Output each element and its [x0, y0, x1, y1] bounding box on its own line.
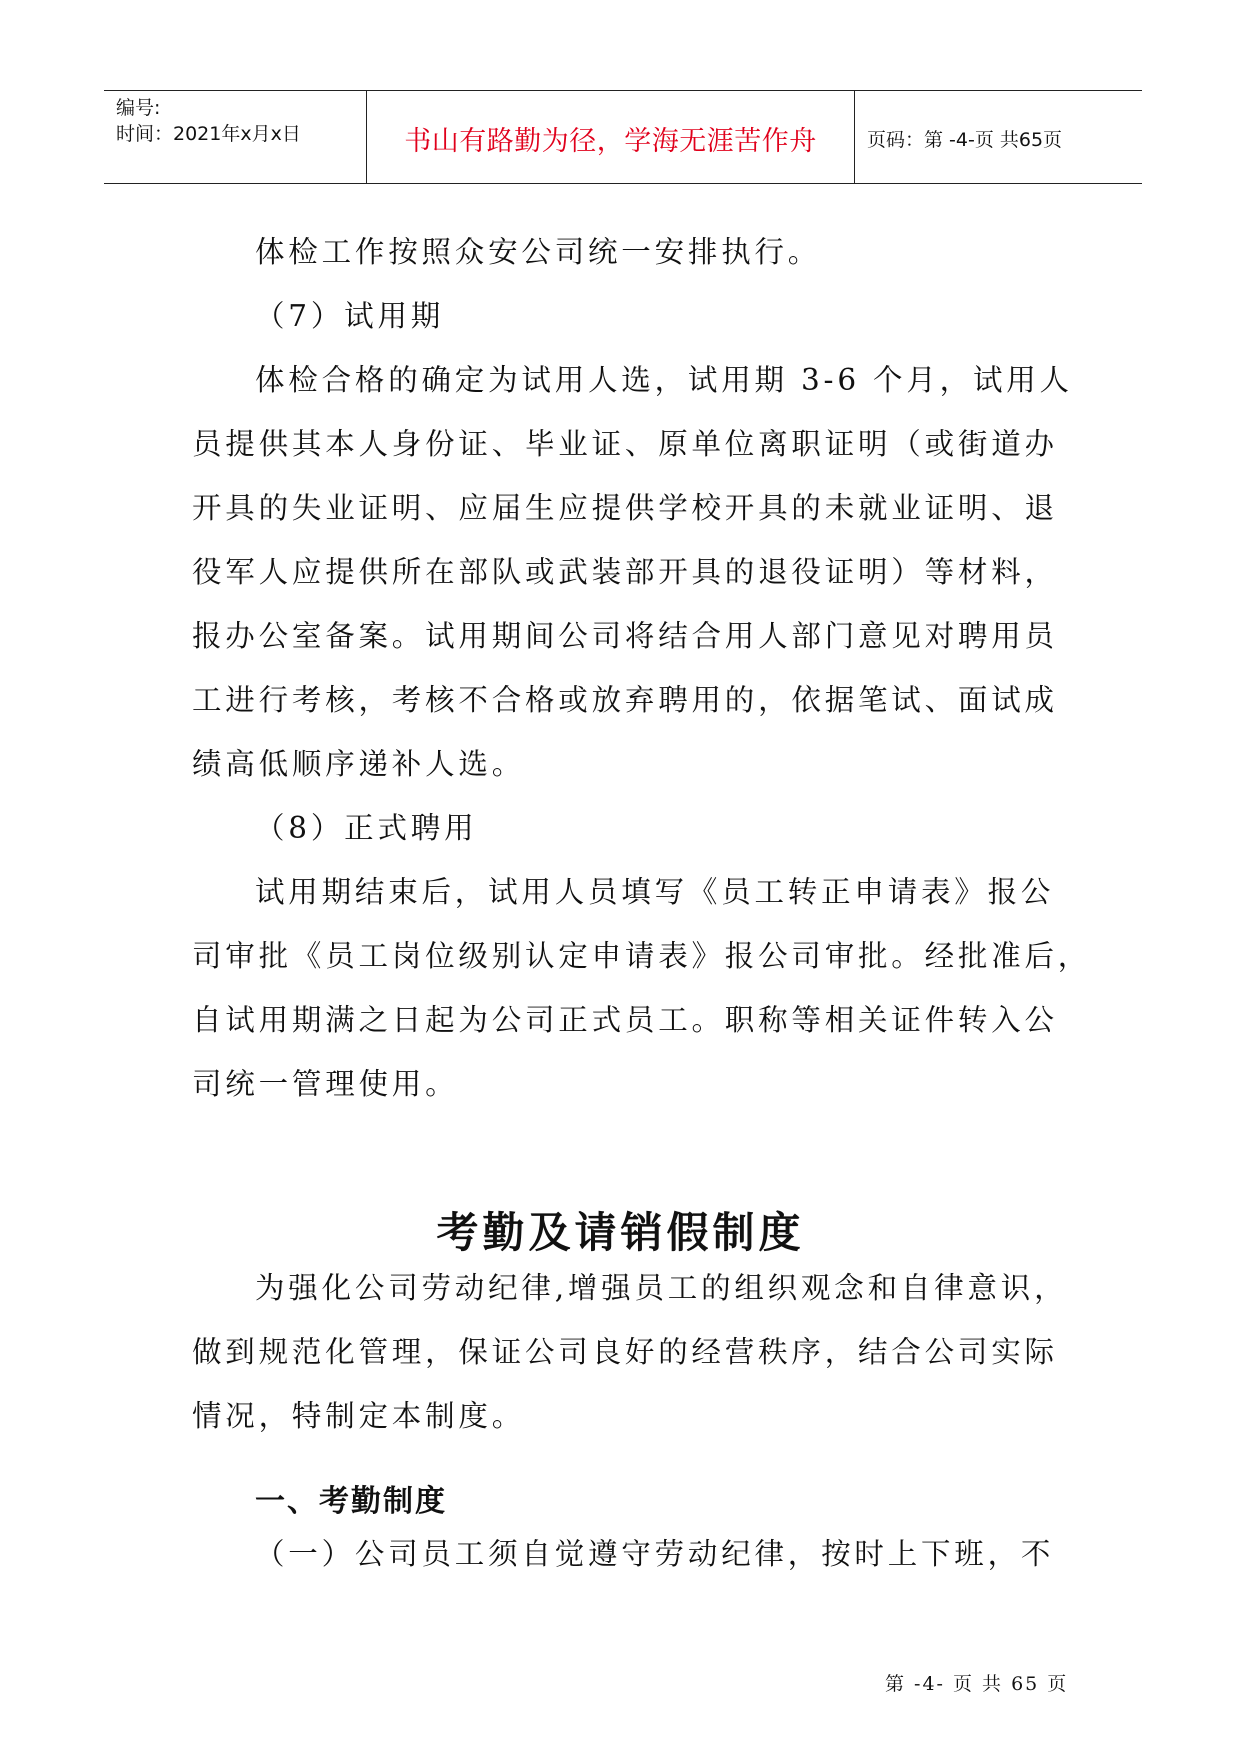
header-page-code: 页码：第 -4-页 共65页 — [867, 129, 1063, 151]
header-page-cell — [855, 91, 1142, 183]
paragraph-line: 开具的失业证明、应届生应提供学校开具的未就业证明、退 — [192, 491, 1058, 525]
paragraph-line: 绩高低顺序递补人选。 — [192, 747, 526, 781]
header-meta-cell — [104, 91, 366, 183]
subsection-heading: （7）试用期 — [255, 299, 445, 333]
paragraph-line: （一）公司员工须自觉遵守劳动纪律，按时上下班，不 — [255, 1537, 1055, 1571]
paragraph-line: 体检合格的确定为试用人选，试用期 3-6 个月，试用人 — [255, 363, 1073, 397]
document-number-label: 编号: — [116, 97, 161, 119]
paragraph-line: 情况，特制定本制度。 — [192, 1399, 526, 1433]
section-title: 考勤及请销假制度 — [436, 1208, 805, 1257]
header-motto-cell — [366, 91, 855, 183]
chapter-heading: 一、考勤制度 — [255, 1484, 447, 1519]
paragraph-line: 役军人应提供所在部队或武装部开具的退役证明）等材料， — [192, 555, 1058, 589]
page-footer: 第 -4- 页 共 65 页 — [885, 1673, 1069, 1695]
paragraph-line: 试用期结束后，试用人员填写《员工转正申请表》报公 — [255, 875, 1055, 909]
paragraph-line: 司统一管理使用。 — [192, 1067, 459, 1101]
paragraph-line: 体检工作按照众安公司统一安排执行。 — [255, 235, 822, 269]
paragraph-line: 报办公室备案。试用期间公司将结合用人部门意见对聘用员 — [192, 619, 1058, 653]
document-time-label: 时间：2021年x月x日 — [116, 123, 301, 145]
paragraph-line: 为强化公司劳动纪律,增强员工的组织观念和自律意识， — [255, 1271, 1068, 1305]
subsection-heading: （8）正式聘用 — [255, 811, 478, 845]
paragraph-line: 员提供其本人身份证、毕业证、原单位离职证明（或街道办 — [192, 427, 1058, 461]
paragraph-line: 做到规范化管理，保证公司良好的经营秩序，结合公司实际 — [192, 1335, 1058, 1369]
paragraph-line: 司审批《员工岗位级别认定申请表》报公司审批。经批准后， — [192, 939, 1092, 973]
paragraph-line: 工进行考核，考核不合格或放弃聘用的，依据笔试、面试成 — [192, 683, 1058, 717]
paragraph-line: 自试用期满之日起为公司正式员工。职称等相关证件转入公 — [192, 1003, 1058, 1037]
page-header — [104, 90, 1142, 184]
header-motto: 书山有路勤为径，学海无涯苦作舟 — [404, 126, 817, 157]
